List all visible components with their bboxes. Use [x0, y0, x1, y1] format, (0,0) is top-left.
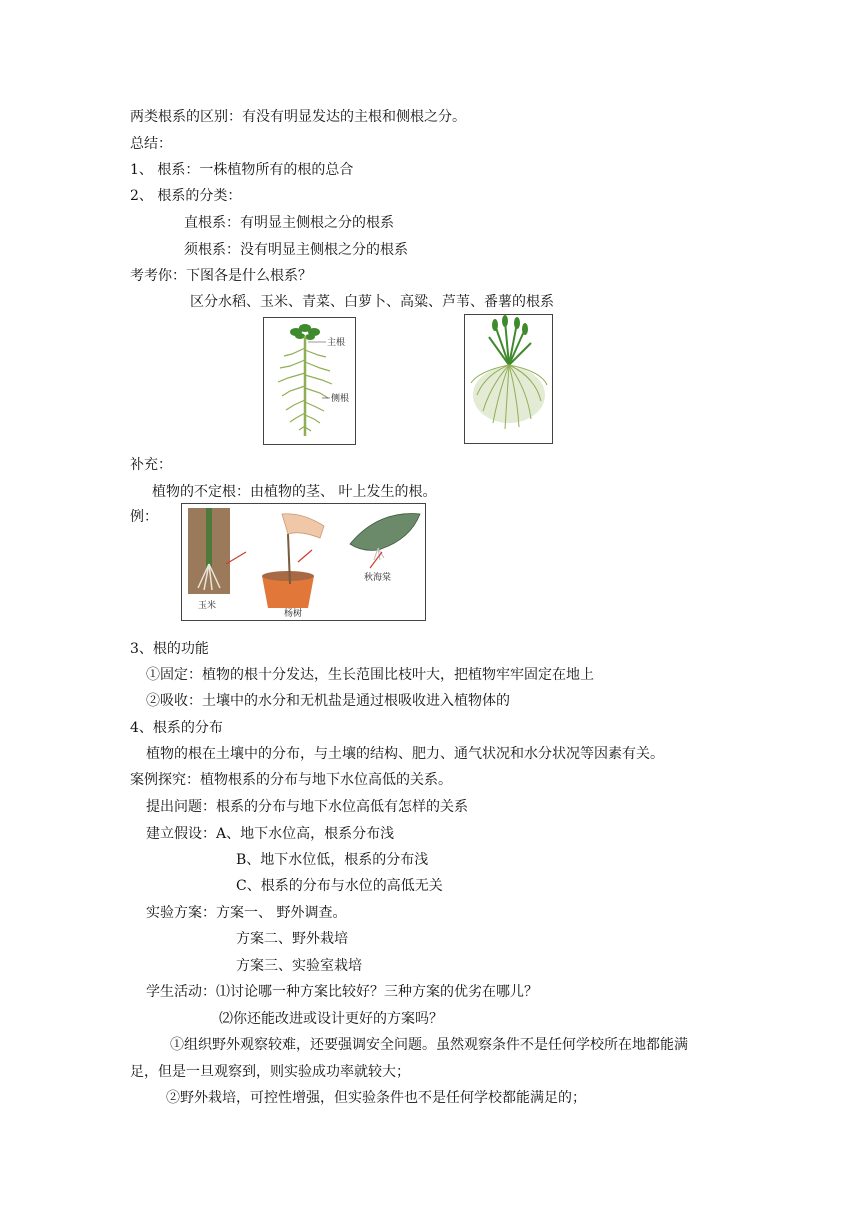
text-line: 4、根系的分布: [130, 720, 223, 736]
begonia-label: 秋海棠: [364, 573, 392, 583]
text-line: 须根系：没有明显主侧根之分的根系: [184, 242, 408, 258]
fibrous-root-illustration: [465, 315, 552, 443]
text-line: 考考你：下图各是什么根系？: [130, 268, 312, 284]
text-line: 两类根系的区别：有没有明显发达的主根和侧根之分。: [130, 109, 466, 125]
text-line: 学生活动：⑴讨论哪一种方案比较好？三种方案的优劣在哪儿？: [146, 984, 538, 1000]
willow-label: 杨树: [284, 609, 303, 619]
text-line: 方案二、野外栽培: [236, 931, 348, 947]
text-line: 3、根的功能: [130, 641, 209, 657]
text-line: 方案三、实验室栽培: [236, 958, 362, 974]
text-line: ①组织野外观察较难，还要强调安全问题。虽然观察条件不是任何学校所在地都能满: [170, 1037, 688, 1053]
text-line: 植物的根在土壤中的分布，与土壤的结构、肥力、通气状况和水分状况等因素有关。: [146, 746, 664, 762]
text-line: B、地下水位低，根系的分布浅: [236, 852, 429, 868]
text-line: 足，但是一旦观察到，则实验成功率就较大；: [130, 1064, 410, 1080]
text-line: 案例探究：植物根系的分布与地下水位高低的关系。: [130, 772, 452, 788]
lateral-root-label: 侧根: [331, 394, 350, 404]
text-line: ⑵你还能改进或设计更好的方案吗？: [219, 1011, 443, 1027]
text-line: 植物的不定根：由植物的茎、 叶上发生的根。: [152, 484, 437, 500]
text-line: 补充：: [130, 457, 172, 473]
text-line: ②吸收：土壤中的水分和无机盐是通过根吸收进入植物体的: [146, 693, 510, 709]
text-line: ①固定：植物的根十分发达，生长范围比枝叶大，把植物牢牢固定在地上: [146, 667, 594, 683]
corn-label: 玉米: [198, 601, 217, 611]
adventitious-roots-illustration: [182, 504, 425, 620]
text-line: 例：: [130, 509, 158, 525]
taproot-system-figure: [263, 317, 356, 445]
fibrous-root-system-figure: [464, 314, 553, 444]
text-line: 区分水稻、玉米、青菜、白萝卜、高粱、芦苇、番薯的根系: [190, 294, 554, 310]
text-line: ②野外栽培，可控性增强，但实验条件也不是任何学校都能满足的；: [166, 1090, 586, 1106]
text-line: 2、 根系的分类：: [130, 188, 242, 204]
main-root-label: 主根: [327, 338, 346, 348]
text-line: 直根系：有明显主侧根之分的根系: [184, 215, 394, 231]
adventitious-roots-figure: [181, 503, 426, 621]
text-line: 总结：: [130, 136, 172, 152]
taproot-illustration: [264, 318, 355, 444]
text-line: C、根系的分布与水位的高低无关: [236, 878, 443, 894]
text-line: 提出问题：根系的分布与地下水位高低有怎样的关系: [146, 799, 468, 815]
text-line: 1、 根系：一株植物所有的根的总合: [130, 162, 354, 178]
text-line: 实验方案：方案一、 野外调查。: [146, 905, 347, 921]
text-line: 建立假设：A、地下水位高，根系分布浅: [146, 826, 395, 842]
